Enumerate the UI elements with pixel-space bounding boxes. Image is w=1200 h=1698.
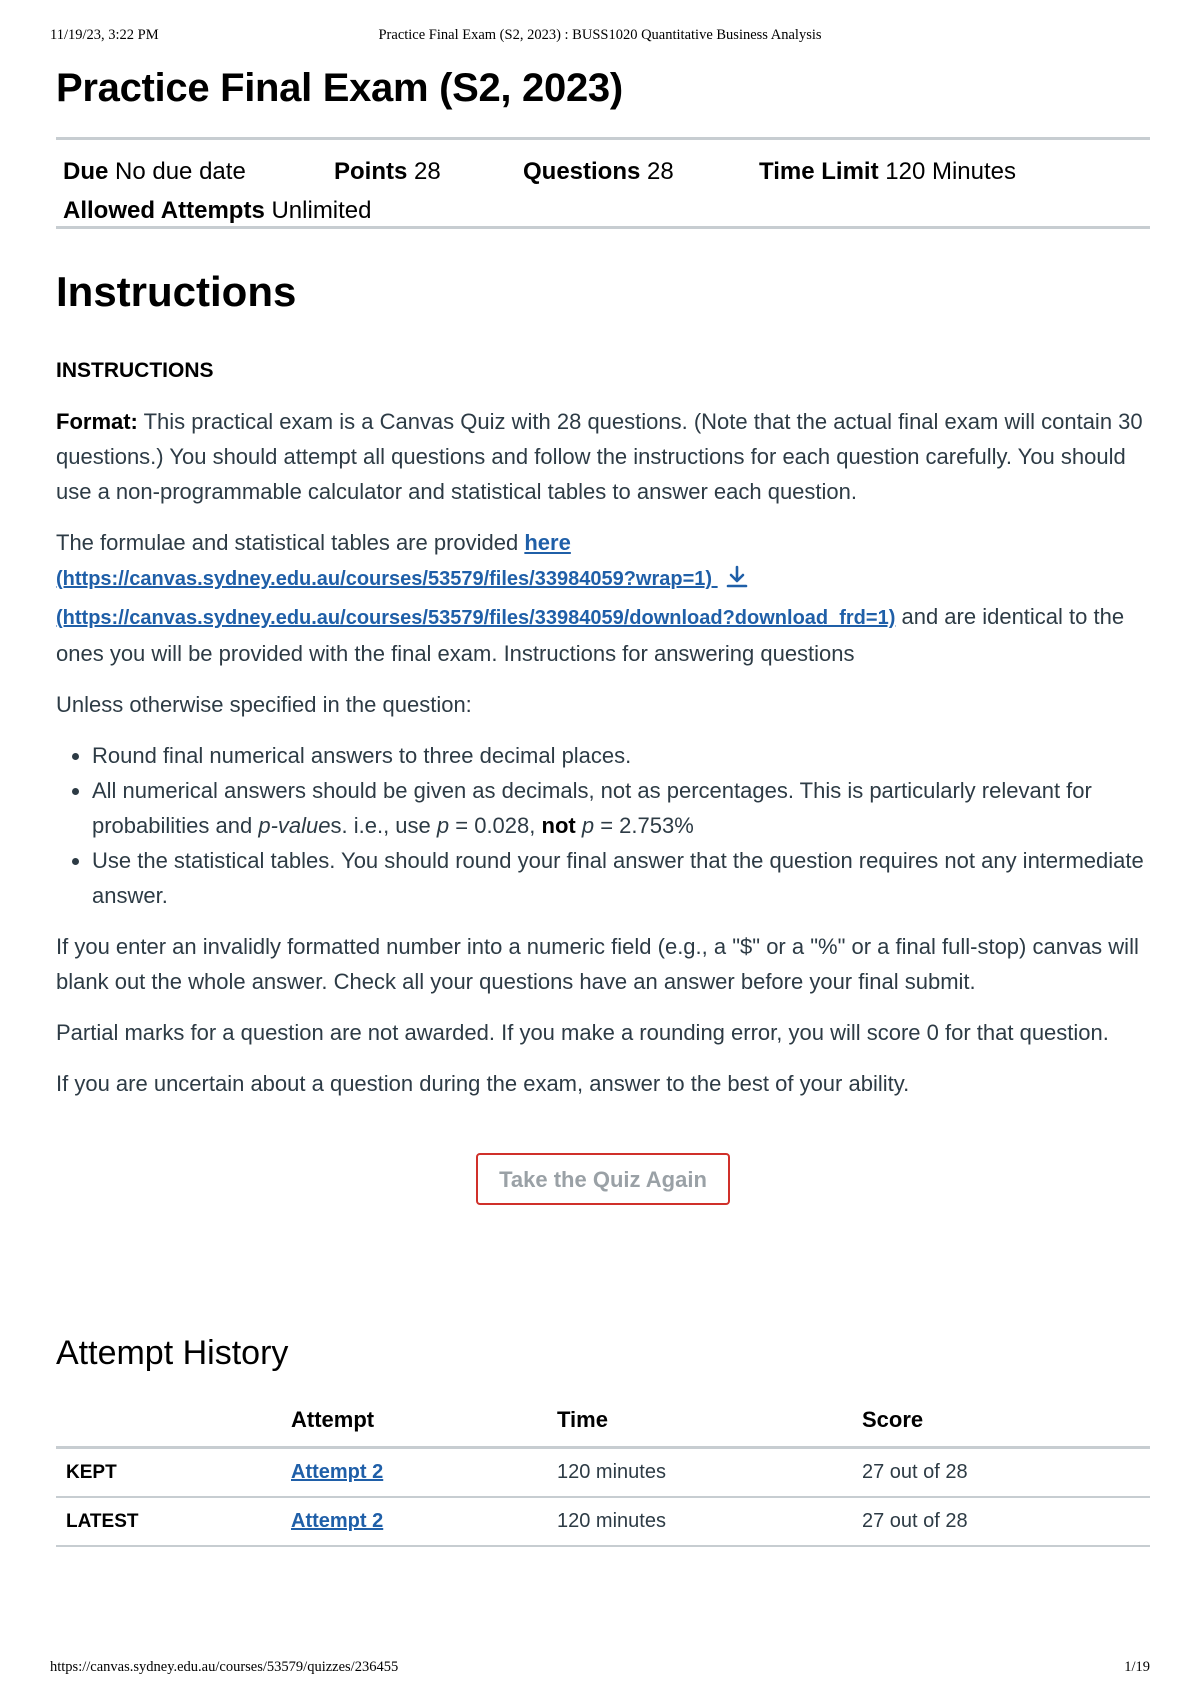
download-icon[interactable] bbox=[726, 564, 748, 599]
list-item: • Use the statistical tables. You should round your final answer that the question requires not any intermediate answer. bbox=[92, 843, 1150, 913]
page-title: Practice Final Exam (S2, 2023) bbox=[56, 66, 623, 110]
points: Points 28 bbox=[334, 158, 441, 185]
print-footer bbox=[50, 1659, 1150, 1679]
quiz-details bbox=[56, 140, 1150, 226]
rules-list bbox=[56, 738, 1150, 913]
table-row bbox=[56, 1448, 1150, 1498]
attempt-link[interactable]: Attempt 2 bbox=[291, 1510, 384, 1532]
formulae-download-link[interactable]: (https://canvas.sydney.edu.au/courses/53579/files/33984059/download?download_frd=1) bbox=[56, 607, 896, 629]
table-row bbox=[56, 1497, 1150, 1546]
formulae-paragraph: The formulae and statistical tables are provided here (https://canvas.sydney.edu.au/courses/53579/files/33984059?wrap=1) (https://canvas.sydney.edu.au/courses/53579/files/33984059/download?download_frd=1) and are identical to the ones you will be provided with the final exam. Instructions for answering questions bbox=[56, 530, 1125, 666]
formulae-file-link[interactable]: (https://canvas.sydney.edu.au/courses/53579/files/33984059?wrap=1) bbox=[56, 568, 718, 590]
partial-marks-paragraph: Partial marks for a question are not awarded. If you make a rounding error, you will score 0 for that question. bbox=[56, 1020, 1109, 1045]
table-header-row bbox=[56, 1400, 1150, 1448]
column-header-score: Score bbox=[852, 1400, 1150, 1448]
print-url: https://canvas.sydney.edu.au/courses/53579/quizzes/236455 bbox=[50, 1659, 399, 1675]
attempt-score: 27 out of 28 bbox=[852, 1448, 1150, 1498]
format-paragraph: Format: This practical exam is a Canvas Quiz with 28 questions. (Note that the actual final exam will contain 30 questions.) You should attempt all questions and follow the instructions for each question carefully. You should use a non-programmable calculator and statistical tables to answer each question. bbox=[56, 409, 1143, 504]
quiz-page bbox=[56, 58, 1150, 1547]
take-quiz-again-button[interactable]: Take the Quiz Again bbox=[476, 1153, 730, 1205]
invalid-format-paragraph: If you enter an invalidly formatted number into a numeric field (e.g., a "$" or a "%" or a final full-stop) canvas will blank out the whole answer. Check all your questions have an answer before your final submit. bbox=[56, 934, 1139, 994]
print-page-title: Practice Final Exam (S2, 2023) : BUSS1020 Quantitative Business Analysis bbox=[378, 27, 822, 43]
time-limit: Time Limit 120 Minutes bbox=[759, 158, 1016, 185]
instructions-caps-heading: INSTRUCTIONS bbox=[56, 359, 214, 382]
row-label: KEPT bbox=[56, 1448, 281, 1498]
list-item: • All numerical answers should be given as decimals, not as percentages. This is particularly relevant for probabilities and p-values. i.e., use p = 0.028, not p = 2.753% bbox=[92, 773, 1150, 843]
instructions-heading: Instructions bbox=[56, 268, 297, 315]
attempt-history-table bbox=[56, 1400, 1150, 1547]
quiz-description bbox=[56, 353, 1150, 1101]
column-header-attempt: Attempt bbox=[281, 1400, 547, 1448]
take-quiz-wrapper bbox=[56, 1153, 1150, 1205]
formulae-here-link[interactable]: here bbox=[524, 530, 571, 555]
column-header-time: Time bbox=[547, 1400, 852, 1448]
attempt-link[interactable]: Attempt 2 bbox=[291, 1461, 384, 1483]
page-number: 1/19 bbox=[1124, 1659, 1150, 1675]
list-item: • Round final numerical answers to three decimal places. bbox=[92, 738, 1150, 773]
allowed-attempts: Allowed Attempts Unlimited bbox=[63, 197, 372, 224]
print-date: 11/19/23, 3:22 PM bbox=[50, 27, 159, 43]
row-label: LATEST bbox=[56, 1497, 281, 1546]
attempt-history-title: Attempt History bbox=[56, 1334, 289, 1372]
attempt-time: 120 minutes bbox=[547, 1497, 852, 1546]
print-header bbox=[50, 27, 1150, 47]
column-header-blank bbox=[56, 1400, 281, 1448]
uncertain-paragraph: If you are uncertain about a question during the exam, answer to the best of your ability. bbox=[56, 1071, 910, 1096]
questions-count: Questions 28 bbox=[523, 158, 674, 185]
due-date: Due No due date bbox=[63, 158, 246, 185]
unless-paragraph: Unless otherwise specified in the question: bbox=[56, 692, 472, 717]
attempt-score: 27 out of 28 bbox=[852, 1497, 1150, 1546]
attempt-time: 120 minutes bbox=[547, 1448, 852, 1498]
